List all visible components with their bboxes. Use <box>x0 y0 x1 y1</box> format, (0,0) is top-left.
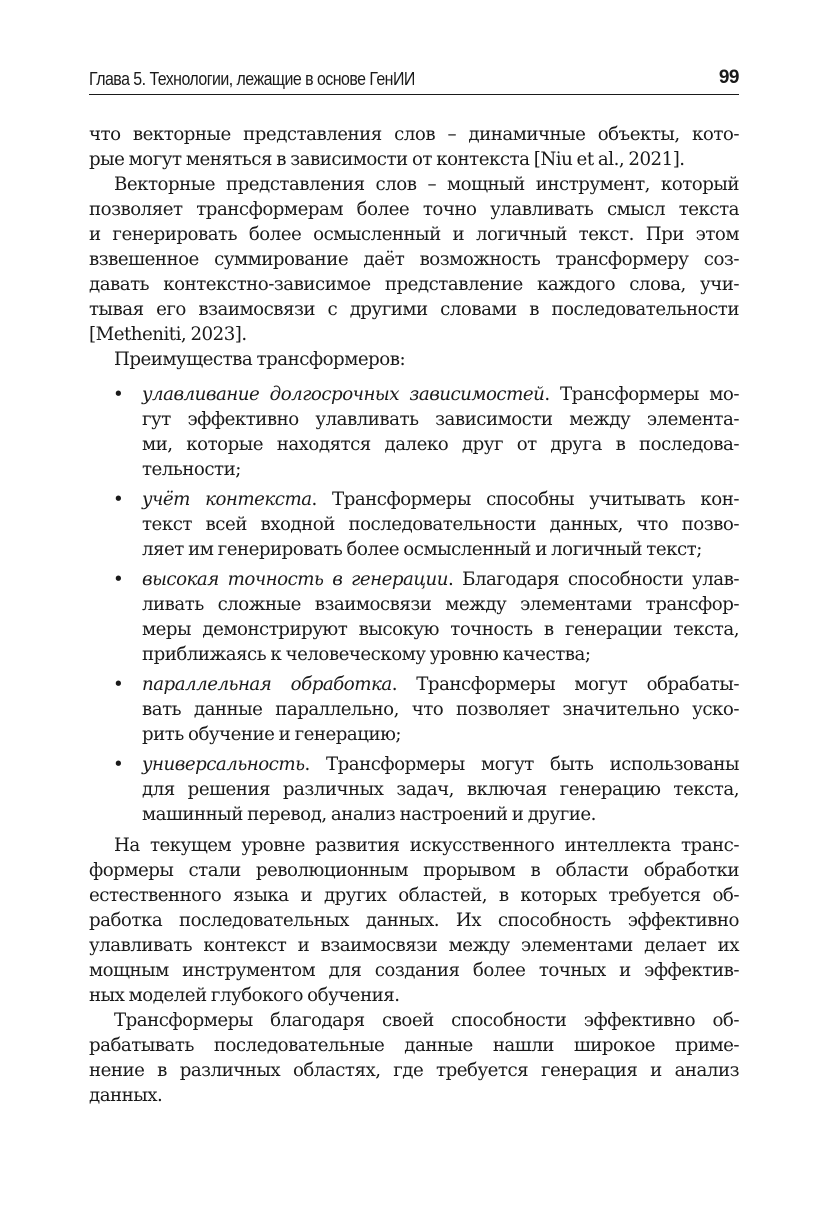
paragraph-3 <box>89 347 739 372</box>
bullet-icon: • <box>113 754 124 775</box>
text-line: ми, которые находятся далеко друг от друга в последова- <box>142 434 739 455</box>
text-line: ляет им генерировать более осмысленный и логичный текст; <box>142 539 702 560</box>
text-line: тывая его взаимосвязи с другими словами в последовательности <box>89 299 739 320</box>
text-line <box>142 487 739 512</box>
text-line: тельности; <box>142 459 241 480</box>
list-item-term: параллельная обработка <box>142 674 392 695</box>
page-number: 99 <box>718 67 739 88</box>
text-line: взвешенное суммирование даёт возможность трансформеру соз- <box>89 249 739 270</box>
list-item-text: . Трансформеры способны учитывать кон- <box>311 489 739 510</box>
text-line: улавливать контекст и взаимосвязи между элементами делает их <box>89 935 739 956</box>
text-line: вать данные параллельно, что позволяет значительно уско- <box>142 699 739 720</box>
text-line: давать контекстно-зависимое представление каждого слова, учи- <box>89 274 739 295</box>
list-item-term: улавливание долгосрочных зависимостей <box>142 384 545 405</box>
list-item-text: . Благодаря способности улав- <box>448 569 739 590</box>
paragraph-1 <box>89 122 739 172</box>
text-line <box>142 752 739 777</box>
list-item <box>89 487 739 562</box>
text-line: формеры стали революционным прорывом в области обработки <box>89 860 739 881</box>
list-item-term: учёт контекста <box>142 489 312 510</box>
text-line: рабатывать последовательные данные нашли широкое приме- <box>89 1035 739 1056</box>
list-item <box>89 382 739 482</box>
list-item <box>89 567 739 667</box>
bullet-icon: • <box>113 489 124 510</box>
paragraph-5 <box>89 1008 739 1108</box>
advantages-list <box>89 382 739 827</box>
text-line: меры демонстрируют высокую точность в генерации текста, <box>142 619 739 640</box>
running-header <box>89 64 739 95</box>
text-line <box>142 567 739 592</box>
text-line: приближаясь к человеческому уровню качества; <box>142 644 591 665</box>
text-line: нение в различных областях, где требуется генерация и анализ <box>89 1060 739 1081</box>
text-line: ных моделей глубокого обучения. <box>89 985 400 1006</box>
page-body <box>89 122 739 1108</box>
list-item-term: высокая точность в генерации <box>142 569 448 590</box>
text-line: мощным инструментом для создания более точных и эффектив- <box>89 960 739 981</box>
list-item-text: . Трансформеры могут быть использованы <box>304 754 739 775</box>
text-line: для решения различных задач, включая генерацию текста, <box>142 779 739 800</box>
text-line: рить обучение и генерацию; <box>142 724 402 745</box>
text-line: рые могут меняться в зависимости от контекста [Niu et al., 2021]. <box>89 149 685 170</box>
text-line: и генерировать более осмысленный и логичный текст. При этом <box>89 224 739 245</box>
bullet-icon: • <box>113 569 124 590</box>
text-line: работка последовательных данных. Их способность эффективно <box>89 910 739 931</box>
text-line: гут эффективно улавливать зависимости между элемента- <box>142 409 739 430</box>
text-line: данных. <box>89 1085 163 1106</box>
text-line: ливать сложные взаимосвязи между элементами трансфор- <box>142 594 739 615</box>
text-line <box>142 382 739 407</box>
text-line: [Metheniti, 2023]. <box>89 324 247 345</box>
text-line: что векторные представления слов – динамичные объекты, кото- <box>89 124 739 145</box>
text-line: позволяет трансформерам более точно улавливать смысл текста <box>89 199 739 220</box>
text-line: Трансформеры благодаря своей способности эффективно об- <box>114 1010 739 1031</box>
text-line: текст всей входной последовательности данных, что позво- <box>142 514 739 535</box>
paragraph-2 <box>89 172 739 347</box>
text-line: машинный перевод, анализ настроений и другие. <box>142 804 596 825</box>
text-line <box>142 672 739 697</box>
text-line: естественного языка и других областей, в которых требуется об- <box>89 885 739 906</box>
list-item-term: универсальность <box>142 754 305 775</box>
list-item-text: . Трансформеры мо- <box>544 384 739 405</box>
paragraph-4 <box>89 833 739 1008</box>
bullet-icon: • <box>113 674 124 695</box>
list-item-text: . Трансформеры могут обрабаты- <box>391 674 739 695</box>
bullet-icon: • <box>113 384 124 405</box>
text-line: На текущем уровне развития искусственного интеллекта транс- <box>114 835 739 856</box>
list-item <box>89 752 739 827</box>
text-line: Преимущества трансформеров: <box>114 349 406 370</box>
chapter-title: Глава 5. Технологии, лежащие в основе ГенИИ <box>89 68 415 89</box>
list-item <box>89 672 739 747</box>
text-line: Векторные представления слов – мощный инструмент, который <box>114 174 739 195</box>
